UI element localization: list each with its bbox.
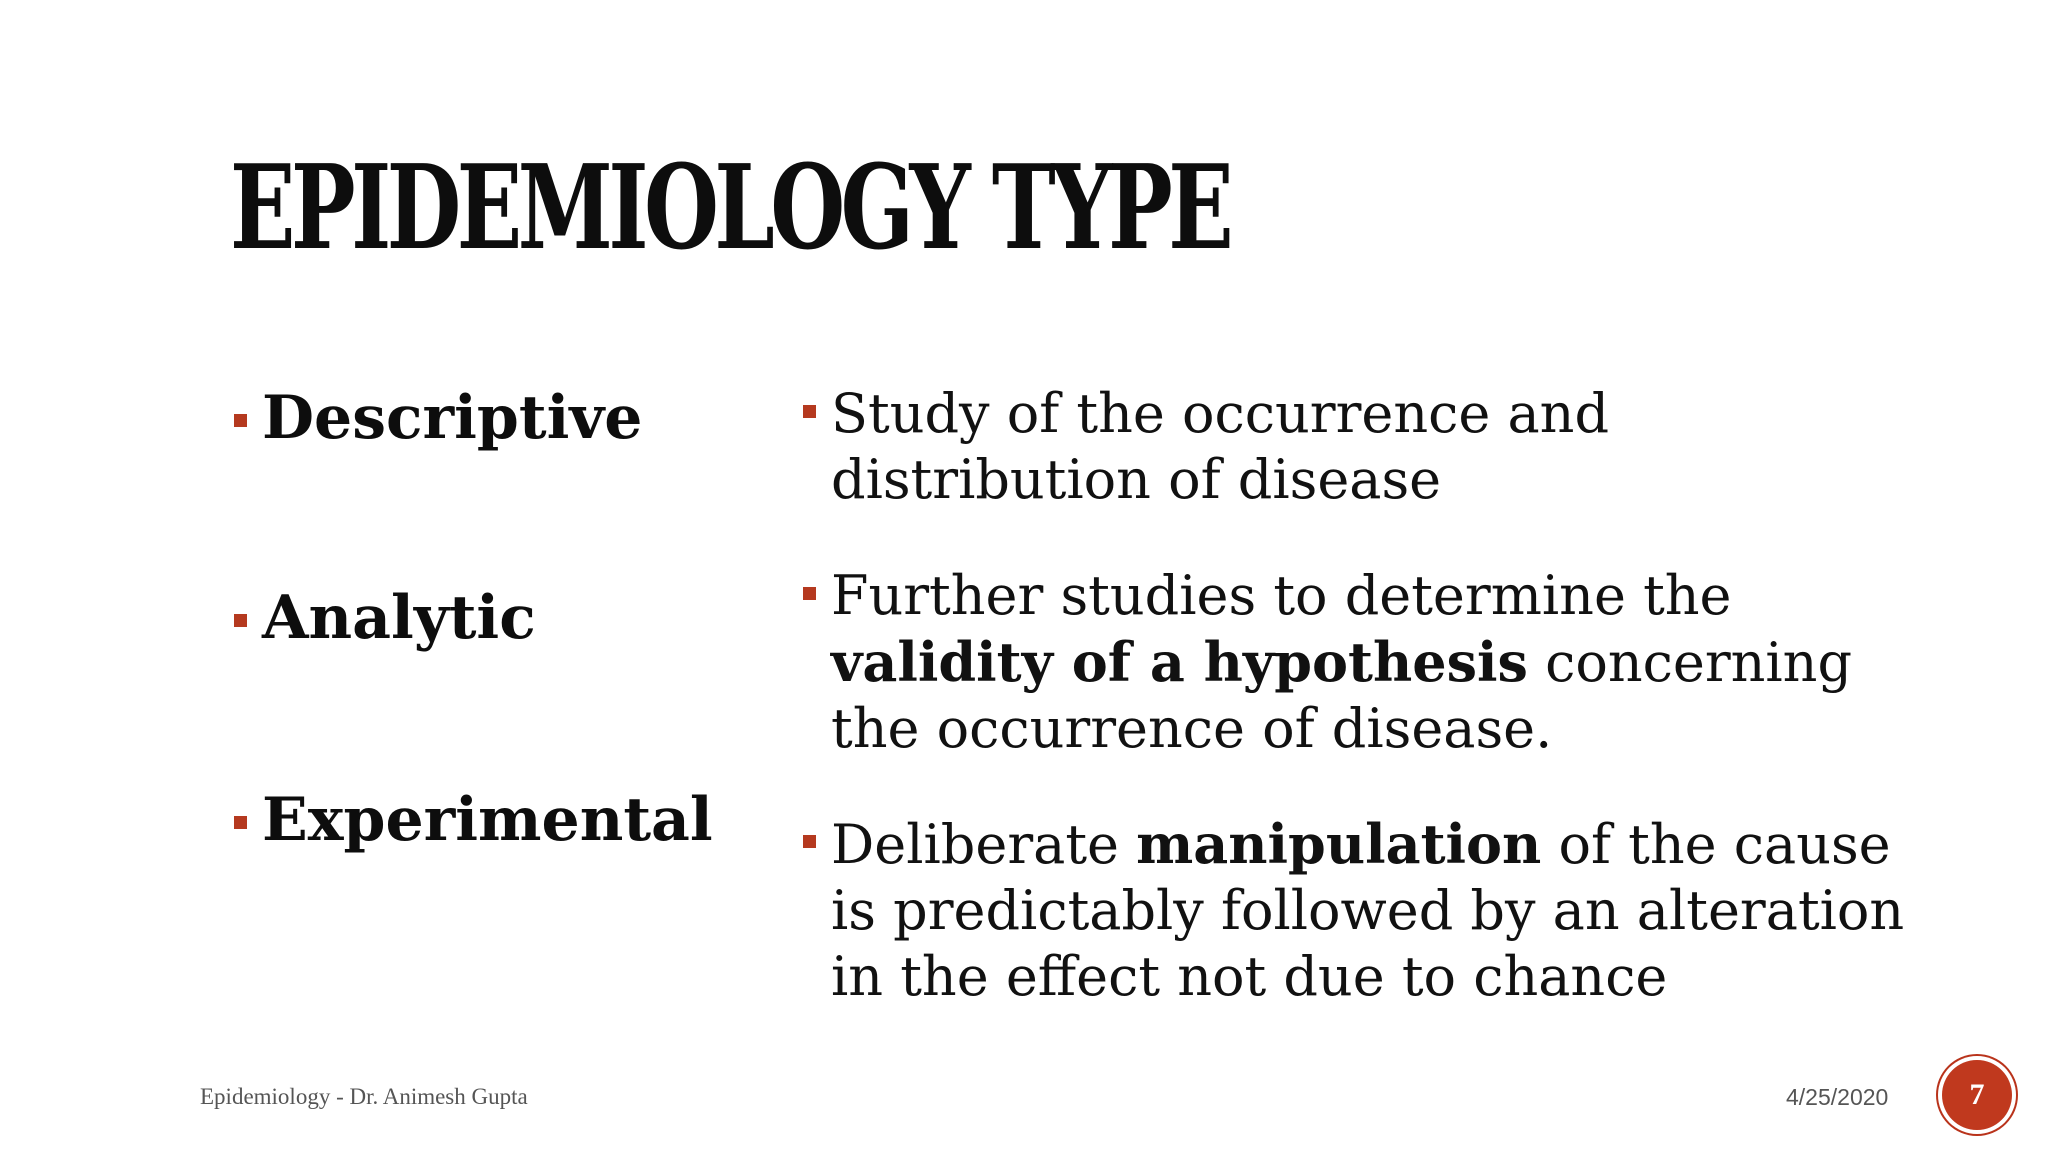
term-label: Experimental [262,785,713,855]
definition-emphasis: manipulation [1136,812,1542,876]
page-number-badge: 7 [1942,1060,2012,1130]
definition-descriptive [803,381,1923,513]
definition-run: Deliberate [831,813,1137,876]
definition-text [803,381,1923,513]
bullet-square-icon [803,587,816,600]
footer-date: 4/25/2020 [1786,1084,1889,1110]
definition-experimental [803,811,1923,1010]
term-label: Analytic [262,583,536,653]
definition-text [803,563,1923,762]
definition-run: concerning the occurrence of disease. [831,631,1853,760]
definition-emphasis: validity of a hypothesis [831,630,1528,694]
slide-title: EPIDEMIOLOGY TYPE [230,140,1230,276]
definition-run: Study of the occurrence and distribution of disease [831,382,1610,511]
bullet-square-icon [234,816,247,829]
term-label: Descriptive [262,383,643,453]
term-descriptive [234,383,643,453]
definition-text [803,811,1923,1010]
definition-analytic [803,563,1923,762]
definition-run: Further studies to determine the [831,564,1732,627]
bullet-square-icon [803,405,816,418]
bullet-square-icon [234,614,247,627]
definition-run: of the cause is predictably followed by an alteration in the effect not due to chance [831,813,1905,1008]
bullet-square-icon [803,835,816,848]
term-analytic [234,583,536,653]
footer-presenter: Epidemiology - Dr. Animesh Gupta [200,1084,528,1109]
term-experimental [234,785,713,855]
bullet-square-icon [234,414,247,427]
